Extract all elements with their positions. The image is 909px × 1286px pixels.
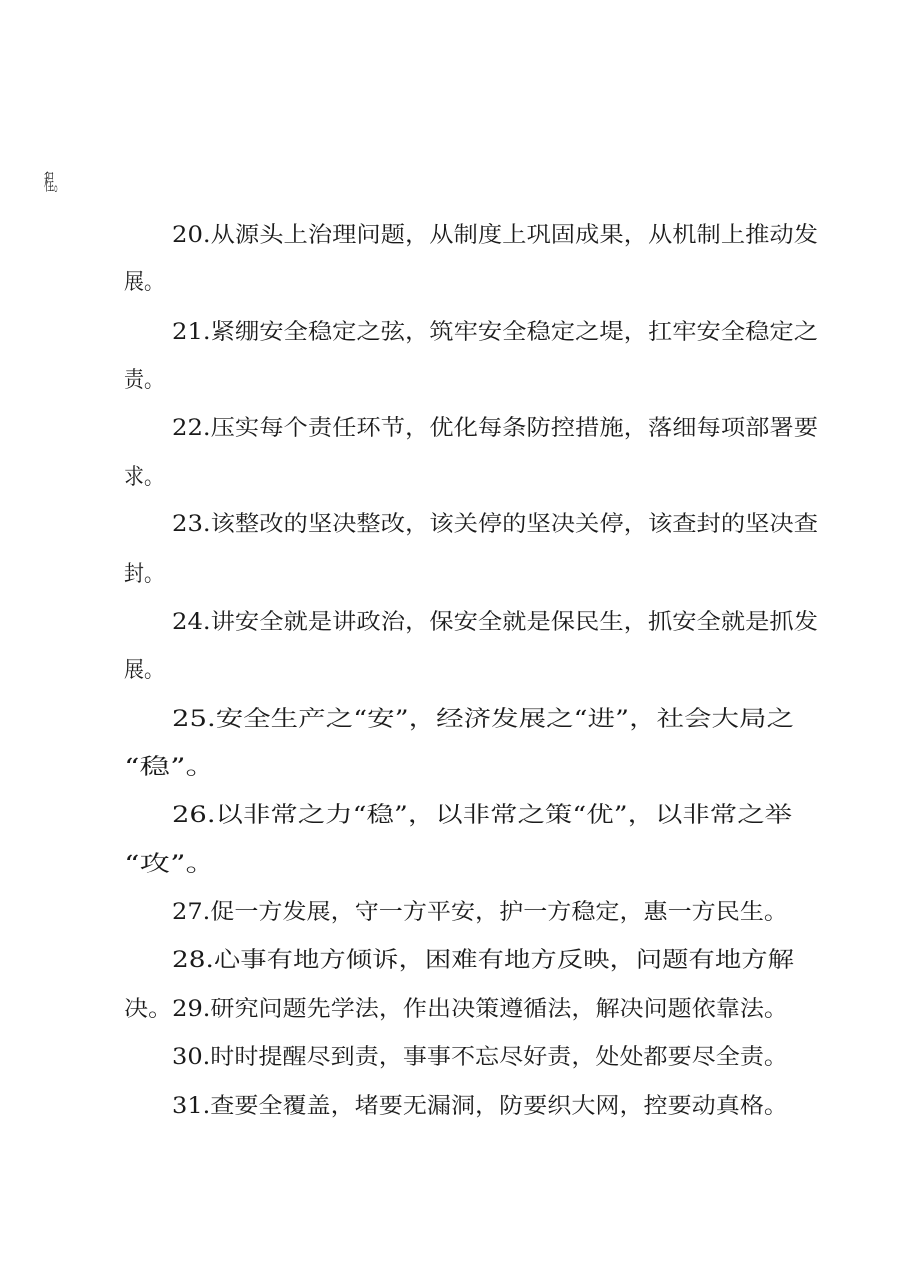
text-line — [0, 505, 909, 545]
text-line — [0, 164, 909, 204]
text-line — [0, 361, 909, 401]
line-text: 展。 — [124, 270, 165, 295]
text-line — [0, 216, 909, 256]
line-text: 31.查要全覆盖，堵要无漏洞，防要织大网，控要动真格。 — [172, 1094, 788, 1119]
line-text: 22.压实每个责任环节，优化每条防控措施，落细每项部署要 — [172, 416, 819, 441]
line-text: 求。 — [124, 465, 165, 490]
text-line — [0, 1087, 909, 1127]
text-line — [0, 845, 909, 885]
text-line — [0, 313, 909, 353]
line-text: 20.从源头上治理问题，从制度上巩固成果，从机制上推动发 — [172, 223, 819, 248]
line-text: 封。 — [124, 562, 165, 587]
line-text: 展。 — [124, 658, 165, 683]
text-line — [0, 458, 909, 498]
text-line — [0, 651, 909, 691]
text-line — [0, 748, 909, 788]
line-text: “攻”。 — [124, 852, 217, 877]
line-text: 28.心事有地方倾诉，困难有地方反映，问题有地方解 — [172, 948, 795, 973]
text-line — [0, 990, 909, 1030]
line-text: 程。 — [44, 171, 65, 196]
text-line — [0, 263, 909, 303]
line-text: 26.以非常之力“稳”，以非常之策“优”，以非常之举 — [172, 803, 792, 828]
line-text: 责。 — [124, 368, 165, 393]
line-text: 25.安全生产之“安”，经济发展之“进”，社会大局之 — [172, 707, 794, 732]
text-line — [0, 893, 909, 933]
line-text: 21.紧绷安全稳定之弦，筑牢安全稳定之堤，扛牢安全稳定之 — [172, 320, 819, 345]
line-text: 决。29.研究问题先学法，作出决策遵循法，解决问题依靠法。 — [124, 997, 788, 1022]
text-line — [0, 1038, 909, 1078]
text-line — [0, 409, 909, 449]
line-text: 30.时时提醒尽到责，事事不忘尽好责，处处都要尽全责。 — [172, 1045, 788, 1070]
line-text: “稳”。 — [124, 755, 217, 780]
text-line — [0, 555, 909, 595]
line-text: 23.该整改的坚决整改，该关停的坚决关停，该查封的坚决查 — [172, 512, 819, 537]
text-line — [0, 941, 909, 981]
line-text: 27.促一方发展，守一方平安，护一方稳定，惠一方民生。 — [172, 900, 788, 925]
line-text: 24.讲安全就是讲政治，保安全就是保民生，抓安全就是抓发 — [172, 610, 819, 635]
text-line — [0, 700, 909, 740]
text-line — [0, 796, 909, 836]
text-line — [0, 603, 909, 643]
